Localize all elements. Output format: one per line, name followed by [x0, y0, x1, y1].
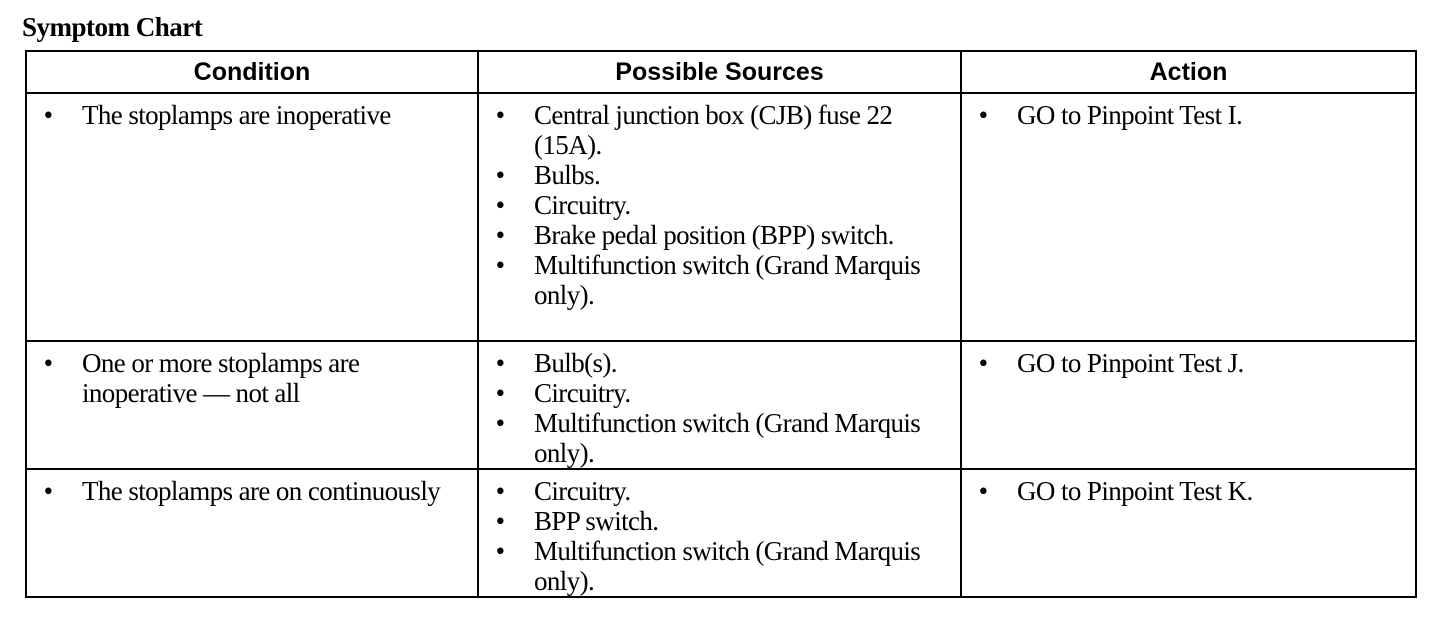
- list-item: [27, 348, 477, 408]
- condition-text: The stoplamps are inoperative: [82, 100, 391, 130]
- bullet-icon: •: [978, 100, 988, 130]
- sources-list: [479, 342, 960, 468]
- list-item: [479, 506, 960, 536]
- bullet-icon: •: [495, 220, 505, 250]
- condition-list: [27, 470, 477, 506]
- list-item: [962, 476, 1415, 506]
- bullet-icon: •: [978, 348, 988, 378]
- condition-list: [27, 342, 477, 408]
- sources-cell: [478, 93, 961, 341]
- header-possible-sources: Possible Sources: [478, 51, 961, 93]
- action-text: GO to Pinpoint Test K.: [1017, 476, 1253, 506]
- header-action: Action: [961, 51, 1416, 93]
- action-text: GO to Pinpoint Test J.: [1017, 348, 1244, 378]
- bullet-icon: •: [495, 190, 505, 220]
- sources-list: [479, 470, 960, 596]
- list-item: [479, 100, 960, 160]
- source-text: Central junction box (CJB) fuse 22 (15A).: [534, 100, 893, 160]
- sources-list: [479, 94, 960, 310]
- source-text: Circuitry.: [534, 378, 631, 408]
- bullet-icon: •: [495, 408, 505, 438]
- page-title: Symptom Chart: [22, 12, 203, 42]
- condition-cell: [26, 469, 478, 597]
- bullet-icon: •: [495, 378, 505, 408]
- list-item: [479, 378, 960, 408]
- source-text: Multifunction switch (Grand Marquis only).: [534, 250, 921, 310]
- bullet-icon: •: [978, 476, 988, 506]
- action-cell: [961, 341, 1416, 469]
- source-text: BPP switch.: [534, 506, 659, 536]
- action-cell: [961, 469, 1416, 597]
- list-item: [479, 190, 960, 220]
- bullet-icon: •: [495, 506, 505, 536]
- source-text: Brake pedal position (BPP) switch.: [534, 220, 894, 250]
- table-row: [26, 469, 1416, 597]
- source-text: Circuitry.: [534, 190, 631, 220]
- list-item: [27, 100, 477, 130]
- list-item: [479, 220, 960, 250]
- table-row: [26, 341, 1416, 469]
- source-text: Bulb(s).: [534, 348, 617, 378]
- action-list: [962, 470, 1415, 506]
- condition-text: One or more stoplamps are inoperative — not all: [82, 348, 360, 408]
- bullet-icon: •: [43, 348, 53, 378]
- source-text: Bulbs.: [534, 160, 601, 190]
- symptom-chart-table: [25, 50, 1417, 598]
- condition-text: The stoplamps are on continuously: [82, 476, 441, 506]
- source-text: Circuitry.: [534, 476, 631, 506]
- action-list: [962, 342, 1415, 378]
- action-cell: [961, 93, 1416, 341]
- list-item: [27, 476, 477, 506]
- condition-cell: [26, 341, 478, 469]
- sources-cell: [478, 341, 961, 469]
- source-text: Multifunction switch (Grand Marquis only).: [534, 408, 921, 468]
- table-row: [26, 93, 1416, 341]
- bullet-icon: •: [495, 348, 505, 378]
- action-list: [962, 94, 1415, 130]
- bullet-icon: •: [495, 100, 505, 130]
- bullet-icon: •: [495, 536, 505, 566]
- sources-cell: [478, 469, 961, 597]
- list-item: [479, 160, 960, 190]
- condition-cell: [26, 93, 478, 341]
- list-item: [962, 348, 1415, 378]
- list-item: [479, 250, 960, 310]
- bullet-icon: •: [495, 250, 505, 280]
- bullet-icon: •: [495, 160, 505, 190]
- list-item: [479, 476, 960, 506]
- list-item: [479, 348, 960, 378]
- bullet-icon: •: [43, 100, 53, 130]
- bullet-icon: •: [43, 476, 53, 506]
- header-row: [26, 51, 1416, 93]
- list-item: [479, 408, 960, 468]
- list-item: [962, 100, 1415, 130]
- bullet-icon: •: [495, 476, 505, 506]
- action-text: GO to Pinpoint Test I.: [1017, 100, 1243, 130]
- condition-list: [27, 94, 477, 130]
- list-item: [479, 536, 960, 596]
- source-text: Multifunction switch (Grand Marquis only).: [534, 536, 921, 596]
- header-condition: Condition: [26, 51, 478, 93]
